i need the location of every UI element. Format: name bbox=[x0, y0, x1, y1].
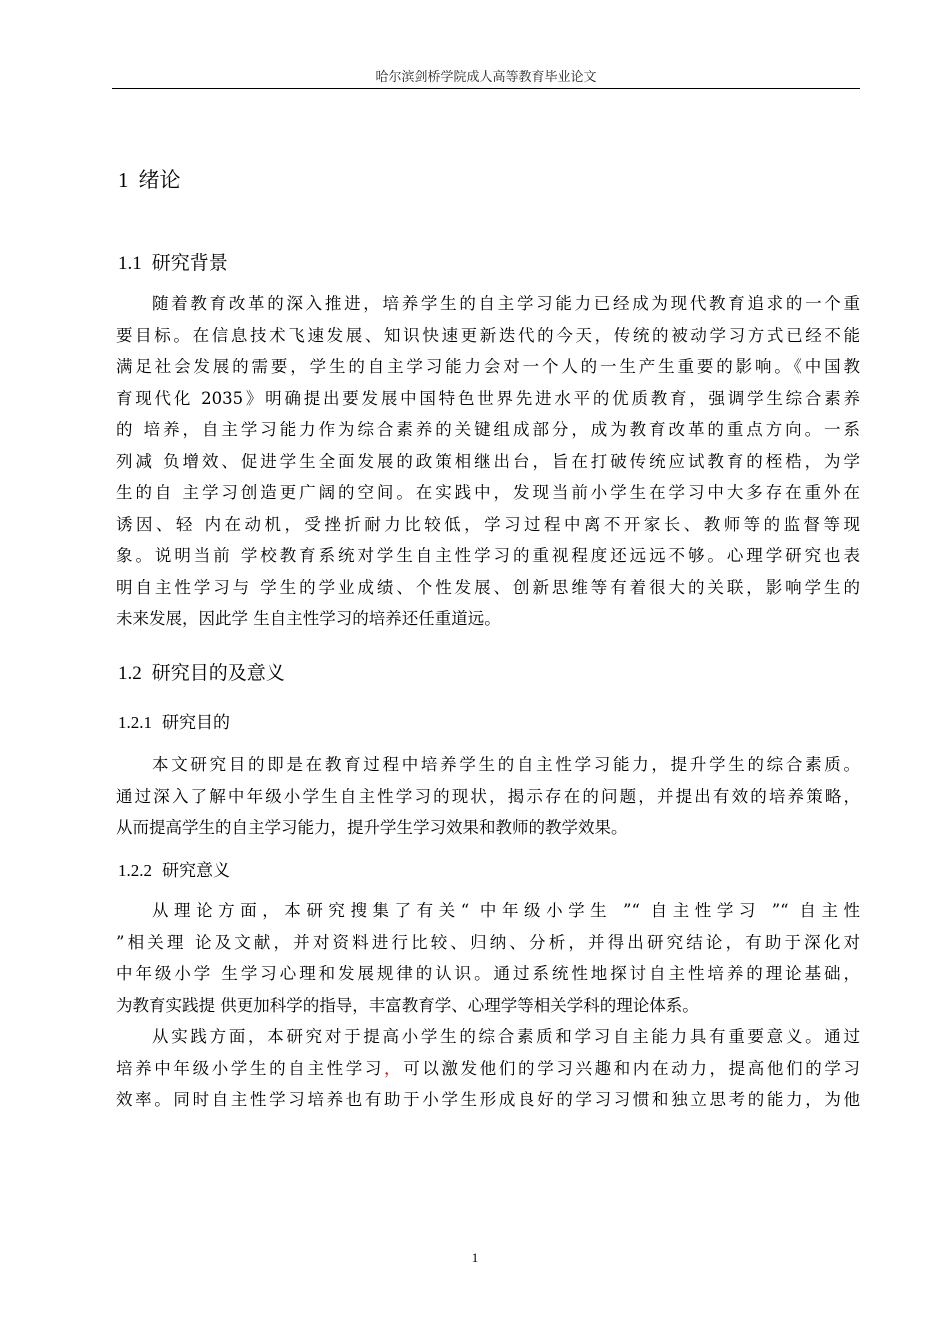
section-title: 研究目的及意义 bbox=[151, 662, 285, 684]
text-line: 为教育实践提 供更加科学的指导，丰富教育学、心理学等相关学科的理论体系。 bbox=[116, 995, 699, 1015]
chapter-title: 绪论 bbox=[138, 168, 181, 192]
text-segment: 培养中年级小学生的自主性学习 bbox=[116, 1058, 385, 1078]
subsection-heading-1-2-2 bbox=[118, 856, 230, 881]
page-number: 1 bbox=[471, 1250, 479, 1265]
chapter-heading bbox=[118, 164, 181, 194]
text-line: 中年级小学 生学习心理和发展规律的认识。通过系统性地探讨自主性培养的理论基础， bbox=[116, 964, 860, 983]
paragraph-research-purpose bbox=[116, 749, 860, 844]
text-line bbox=[116, 1053, 860, 1085]
text-segment: 可以激发他们的学习兴趣和内在动力，提高他们的学习 bbox=[403, 1058, 860, 1078]
text-line: ”相关理 论及文献，并对资料进行比较、归纳、分析，并得出研究结论，有助于深化对 bbox=[116, 932, 860, 952]
text-line: 列减 负增效、促进学生全面发展的政策相继出台，旨在打破传统应试教育的桎梏，为学 bbox=[116, 451, 860, 471]
text-line: 诱因、轻 内在动机，受挫折耐力比较低，学习过程中离不开家长、教师等的监督等现 bbox=[116, 514, 860, 534]
text-line: 从而提高学生的自主学习能力，提升学生学习效果和教师的教学效果。 bbox=[116, 818, 628, 837]
text-line: 本文研究目的即是在教育过程中培养学生的自主性学习能力，提升学生的综合素质。 bbox=[152, 755, 860, 774]
text-line: 育现代化 2035》明确提出要发展中国特色世界先进水平的优质教育，强调学生综合素养 bbox=[116, 388, 860, 408]
paragraph-practical-significance bbox=[116, 1021, 860, 1116]
paragraph-research-background bbox=[116, 288, 860, 635]
text-line: 未来发展，因此学 生自主性学习的培养还任重道远。 bbox=[116, 609, 501, 628]
chapter-number: 1 bbox=[118, 168, 129, 192]
text-line: 满足社会发展的需要，学生的自主学习能力会对一个人的一生产生重要的影响。《中国教 bbox=[116, 357, 860, 376]
subsection-title: 研究目的 bbox=[162, 713, 230, 733]
header-rule bbox=[112, 88, 860, 89]
text-line: 生的自 主学习创造更广阔的空间。在实践中，发现当前小学生在学习中大多存在重外在 bbox=[116, 483, 860, 502]
section-heading-1-1 bbox=[118, 248, 228, 275]
subsection-number: 1.2.2 bbox=[118, 861, 152, 880]
subsection-number: 1.2.1 bbox=[118, 713, 152, 732]
page-header: 哈尔滨剑桥学院成人高等教育毕业论文 bbox=[375, 70, 597, 85]
red-comma: ， bbox=[384, 1058, 404, 1078]
text-line: 要目标。在信息技术飞速发展、知识快速更新迭代的今天，传统的被动学习方式已经不能 bbox=[116, 325, 860, 345]
text-line: 象。说明当前 学校教育系统对学生自主性学习的重视程度还远远不够。心理学研究也表 bbox=[116, 546, 860, 565]
section-number: 1.1 bbox=[118, 253, 142, 274]
section-number: 1.2 bbox=[118, 663, 142, 684]
text-line: 随着教育改革的深入推进，培养学生的自主学习能力已经成为现代教育追求的一个重 bbox=[152, 294, 860, 313]
subsection-heading-1-2-1 bbox=[118, 708, 230, 733]
section-title: 研究背景 bbox=[151, 252, 228, 274]
text-line: 明自主性学习与 学生的学业成绩、个性发展、创新思维等有着很大的关联，影响学生的 bbox=[116, 577, 860, 597]
section-heading-1-2 bbox=[118, 658, 285, 685]
text-line: 的 培养，自主学习能力作为综合素养的关键组成部分，成为教育改革的重点方向。一系 bbox=[116, 420, 860, 439]
text-line: 从理论方面，本研究搜集了有关“ 中年级小学生 ”“ 自主性学习 ”“ 自主性 bbox=[152, 901, 860, 920]
text-line: 通过深入了解中年级小学生自主性学习的现状，揭示存在的问题，并提出有效的培养策略， bbox=[116, 786, 860, 806]
subsection-title: 研究意义 bbox=[162, 861, 230, 881]
text-line: 从实践方面，本研究对于提高小学生的综合素质和学习自主能力具有重要意义。通过 bbox=[152, 1027, 860, 1046]
paragraph-theoretical-significance bbox=[116, 895, 860, 1021]
text-line: 效率。同时自主性学习培养也有助于小学生形成良好的学习习惯和独立思考的能力，为他 bbox=[116, 1090, 860, 1109]
